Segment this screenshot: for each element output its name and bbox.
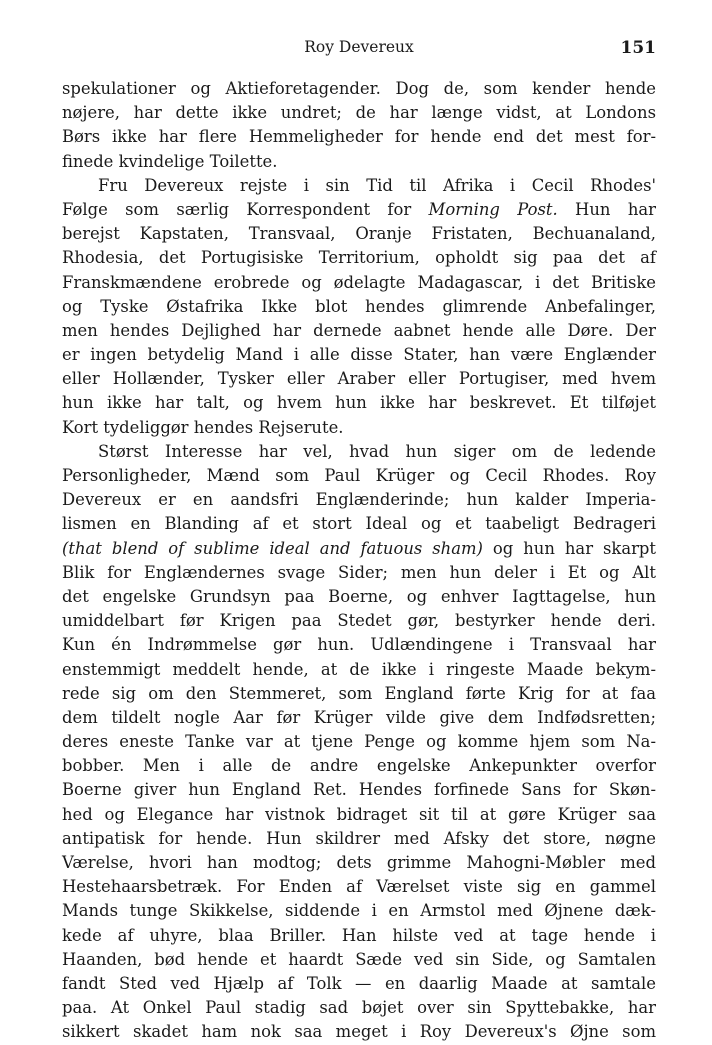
- text-segment: Hun har: [557, 199, 656, 219]
- text-line: fandt Sted ved Hjælp af Tolk — en daarlig Maade at samtale: [62, 973, 656, 993]
- text-line: men hendes Dejlighed har dernede aabnet hende alle Døre. Der: [62, 320, 656, 340]
- text-line: Værelse, hvori han modtog; dets grimme Mahogni-Møbler med: [62, 853, 656, 872]
- text-line: antipatisk for hende. Hun skildrer med Afsky det store, nøgne: [62, 828, 656, 848]
- running-head: Roy Devereux: [304, 38, 414, 56]
- text-line: er ingen betydelig Mand i alle disse Stater, han være Englænder: [62, 345, 656, 365]
- text-line: enstemmigt meddelt hende, at de ikke i ringeste Maade bekym-: [62, 659, 656, 679]
- text-line: rede sig om den Stemmeret, som England førte Krig for at faa: [62, 683, 656, 703]
- text-line: Devereux er en aandsfri Englænderinde; hun kalder Imperia-: [62, 490, 656, 510]
- quoted-phrase: (that blend of sublime ideal and fatuous sham): [62, 538, 483, 558]
- publication-title: Morning Post.: [428, 199, 558, 219]
- text-line: paa. At Onkel Paul stadig sad bøjet over sin Spyttebakke, har: [62, 998, 656, 1018]
- text-line: kede af uhyre, blaa Briller. Han hilste ved at tage hende i: [62, 925, 656, 945]
- text-line: Kun én Indrømmelse gør hun. Udlændingene i Transvaal har: [62, 635, 656, 655]
- text-line: nøjere, har dette ikke undret; de har længe vidst, at Londons: [62, 103, 656, 123]
- text-segment: og hun har skarpt: [492, 538, 657, 558]
- text-line: Børs ikke har flere Hemmeligheder for hende end det mest for-: [62, 127, 656, 147]
- text-line: umiddelbart før Krigen paa Stedet gør, bestyrker hende deri.: [62, 611, 656, 631]
- text-segment: Følge som særlig Korrespondent for: [62, 199, 429, 219]
- text-line: eller Hollænder, Tysker eller Araber eller Portugiser, med hvem: [62, 369, 656, 389]
- text-line: Størst Interesse har vel, hvad hun siger om de ledende: [98, 441, 656, 461]
- text-line: sikkert skadet ham nok saa meget i Roy Devereux's Øjne som: [62, 1022, 656, 1042]
- text-line: spekulationer og Aktieforetagender. Dog de, som kender hende: [62, 79, 656, 98]
- text-line: dem tildelt nogle Aar før Krüger vilde give dem Indfødsretten;: [62, 707, 656, 727]
- text-line: Kort tydeliggør hendes Rejserute.: [62, 417, 344, 437]
- page-header: [62, 32, 656, 62]
- text-line: Blik for Englændernes svage Sider; men hun deler i Et og Alt: [62, 562, 656, 582]
- text-line: Mands tunge Skikkelse, siddende i en Armstol med Øjnene dæk-: [62, 901, 656, 921]
- text-line: Franskmændene erobrede og ødelagte Madagascar, i det Britiske: [62, 272, 656, 292]
- text-line: hun ikke har talt, og hvem hun ikke har beskrevet. Et tilføjet: [62, 393, 656, 413]
- text-line: bobber. Men i alle de andre engelske Ankepunkter overfor: [62, 756, 656, 776]
- text-line: deres eneste Tanke var at tjene Penge og komme hjem som Na-: [62, 732, 656, 752]
- text-line: berejst Kapstaten, Transvaal, Oranje Fristaten, Bechuanaland,: [62, 224, 656, 244]
- text-line: Hestehaarsbetræk. For Enden af Værelset viste sig en gammel: [62, 877, 656, 897]
- text-line: Haanden, bød hende et haardt Sæde ved sin Side, og Samtalen: [62, 949, 656, 969]
- text-line: Rhodesia, det Portugisiske Territorium, opholdt sig paa det af: [62, 248, 656, 268]
- text-line: [62, 537, 656, 561]
- text-line: Boerne giver hun England Ret. Hendes forfinede Sans for Skøn-: [62, 780, 656, 800]
- text-line: finede kvindelige Toilette.: [62, 151, 278, 171]
- text-line: det engelske Grundsyn paa Boerne, og enhver Iagttagelse, hun: [62, 586, 656, 606]
- body-text: [62, 77, 656, 1045]
- text-line: Personligheder, Mænd som Paul Krüger og Cecil Rhodes. Roy: [62, 466, 656, 485]
- text-line: Fru Devereux rejste i sin Tid til Afrika i Cecil Rhodes': [98, 175, 656, 195]
- text-line: og Tyske Østafrika Ikke blot hendes glimrende Anbefalinger,: [62, 296, 656, 316]
- text-line: [62, 198, 656, 222]
- text-line: lismen en Blanding af et stort Ideal og et taabeligt Bedrageri: [62, 514, 656, 534]
- text-line: hed og Elegance har vistnok bidraget sit til at gøre Krüger saa: [62, 804, 656, 824]
- page-number: 151: [620, 38, 656, 58]
